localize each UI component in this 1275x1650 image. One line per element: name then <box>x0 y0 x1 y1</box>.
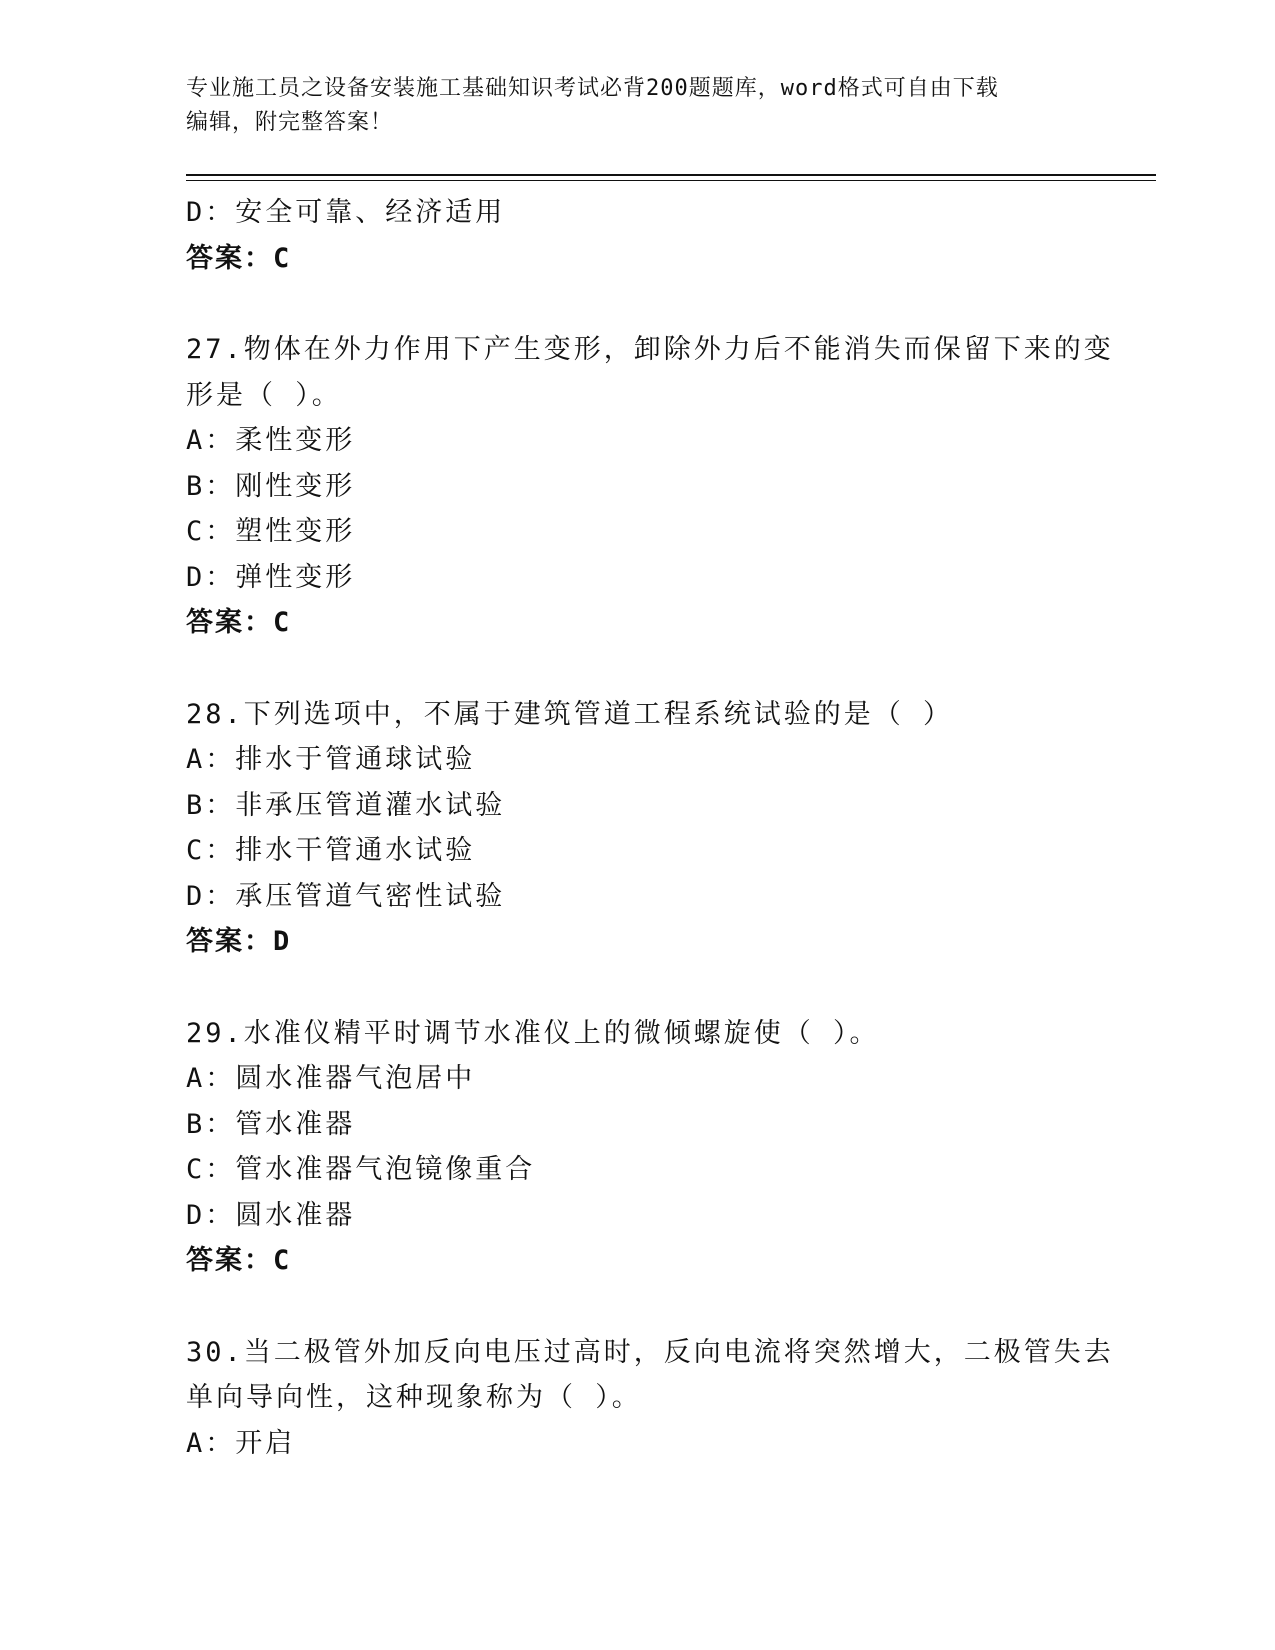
question-29 <box>186 1011 1156 1284</box>
option-d: D：承压管道气密性试验 <box>186 880 506 912</box>
option-a: A：柔性变形 <box>186 425 356 456</box>
answer: 答案：C <box>186 1245 292 1276</box>
question-text: 形是（ ）。 <box>186 379 342 411</box>
answer: 答案：D <box>186 926 292 957</box>
question-text: 30.当二极管外加反向电压过高时，反向电流将突然增大，二极管失去 <box>186 1336 1114 1368</box>
spacer <box>186 1284 1156 1330</box>
header-divider-thick <box>186 174 1156 176</box>
option-c: C：塑性变形 <box>186 516 356 547</box>
question-text: 29.水准仪精平时调节水准仪上的微倾螺旋使（ ）。 <box>186 1017 880 1049</box>
question-28 <box>186 692 1156 965</box>
spacer <box>186 281 1156 327</box>
question-list <box>186 190 1156 1466</box>
option-d: D：弹性变形 <box>186 561 356 593</box>
document-header <box>186 72 1086 140</box>
option-c: C：排水干管通水试验 <box>186 835 476 866</box>
question-text: 单向导向性，这种现象称为（ ）。 <box>186 1382 642 1413</box>
option-d: D：圆水准器 <box>186 1199 356 1231</box>
question-text: 28.下列选项中，不属于建筑管道工程系统试验的是（ ） <box>186 698 954 730</box>
option-a: A：圆水准器气泡居中 <box>186 1063 476 1094</box>
prev-option-d: D：安全可靠、经济适用 <box>186 197 506 228</box>
option-b: B：刚性变形 <box>186 470 356 502</box>
header-line-1: 专业施工员之设备安装施工基础知识考试必背200题题库，word格式可自由下载 <box>186 76 999 101</box>
question-30 <box>186 1330 1156 1467</box>
prev-answer: 答案：C <box>186 242 292 274</box>
option-b: B：管水准器 <box>186 1108 356 1140</box>
option-b: B：非承压管道灌水试验 <box>186 789 506 821</box>
spacer <box>186 965 1156 1011</box>
option-c: C：管水准器气泡镜像重合 <box>186 1154 536 1185</box>
spacer <box>186 646 1156 692</box>
header-divider-thin <box>186 180 1156 181</box>
answer: 答案：C <box>186 607 292 638</box>
option-a: A：排水于管通球试验 <box>186 744 476 775</box>
option-a: A：开启 <box>186 1427 296 1459</box>
question-27 <box>186 327 1156 646</box>
question-text: 27.物体在外力作用下产生变形，卸除外力后不能消失而保留下来的变 <box>186 334 1114 365</box>
header-line-2: 编辑，附完整答案！ <box>186 110 394 135</box>
